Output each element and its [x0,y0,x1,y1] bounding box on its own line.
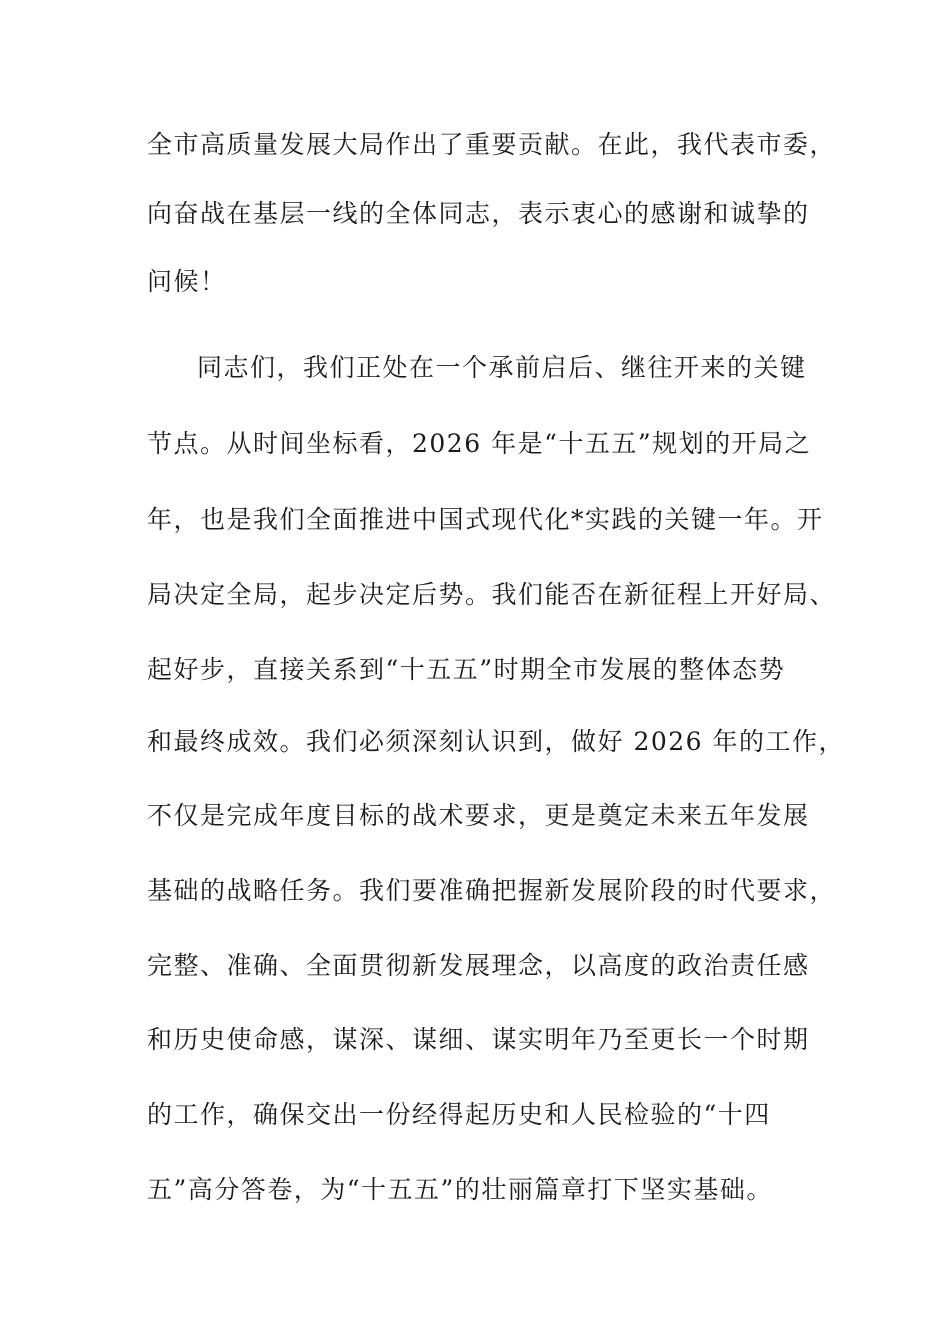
text-line: 年，也是我们全面推进中国式现代化*实践的关键一年。开 [147,505,824,534]
text-line: 基础的战略任务。我们要准确把握新发展阶段的时代要求， [147,876,837,905]
text-line: 不仅是完成年度目标的战术要求，更是奠定未来五年发展 [147,801,810,830]
text-line: 完整、准确、全面贯彻新发展理念，以高度的政治责任感 [147,951,810,980]
text-line: 局决定全局，起步决定后势。我们能否在新征程上开好局、 [147,580,837,609]
text-line: 五”高分答卷，为“十五五”的壮丽篇章打下坚实基础。 [147,1175,773,1204]
text-line: 起好步，直接关系到“十五五”时期全市发展的整体态势 [147,655,786,684]
text-line: 问候！ [147,267,227,296]
text-line: 节点。从时间坐标看，2026 年是“十五五”规划的开局之 [147,429,812,458]
text-line: 和历史使命感，谋深、谋细、谋实明年乃至更长一个时期 [147,1025,810,1054]
text-line: 全市高质量发展大局作出了重要贡献。在此，我代表市委， [147,130,837,159]
text-line: 和最终成效。我们必须深刻认识到，做好 2026 年的工作， [147,727,846,756]
text-line: 的工作，确保交出一份经得起历史和人民检验的“十四 [147,1100,771,1129]
text-line: 向奋战在基层一线的全体同志，表示衷心的感谢和诚挚的 [147,199,810,228]
paragraph-first-line: 同志们，我们正处在一个承前启后、继往开来的关键 [197,353,807,382]
